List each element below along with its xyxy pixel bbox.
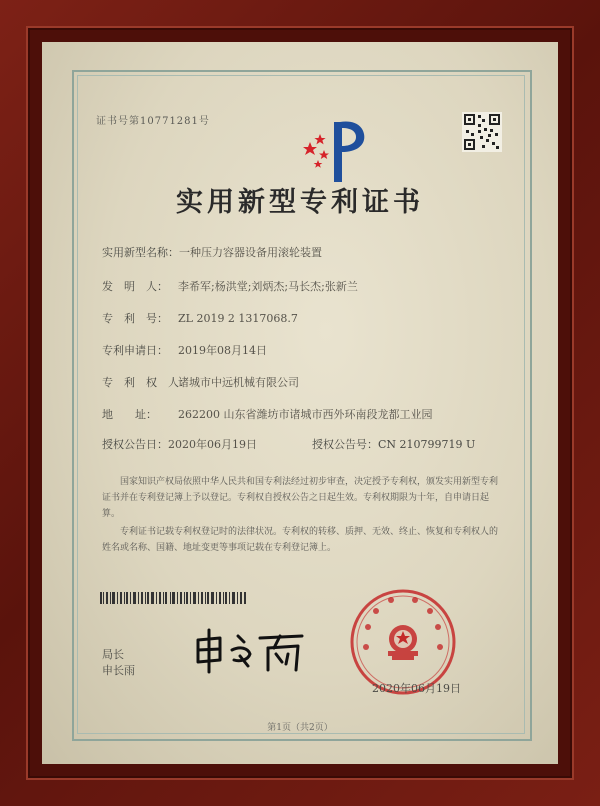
certificate-paper	[42, 42, 558, 764]
patent-holder-label: 专 利 权 人：	[102, 376, 190, 389]
address-row	[102, 406, 433, 422]
patent-number-label: 专 利 号：	[102, 312, 168, 325]
certificate-title: 实用新型专利证书	[176, 187, 424, 218]
grant-number-row	[312, 436, 475, 452]
address-value: 262200 山东省潍坊市诸城市西外环南段龙都工业园	[178, 408, 433, 421]
patent-number-row	[102, 310, 298, 326]
certificate-paragraph-2: 专利证书记载专利权登记时的法律状况。专利权的转移、质押、无效、终止、恢复和专利权人的姓名或名称、国籍、地址变更等事项记载在专利登记簿上。	[102, 527, 499, 553]
inventor-value: 李希军;杨洪堂;刘炳杰;马长杰;张新兰	[178, 280, 358, 293]
barcode-icon	[100, 592, 246, 604]
signature-icon	[190, 626, 310, 674]
certificate-number: 证书号第10771281号	[96, 116, 210, 127]
patent-holder-row	[102, 374, 299, 390]
certificate-paragraph-1: 国家知识产权局依照中华人民共和国专利法经过初步审查，决定授予专利权，颁发实用新型专利证书并在专利登记簿上予以登记。专利权自授权公告之日起生效。专利权期限为十年，自申请日起算。	[102, 477, 499, 519]
page-number: 第1页（共2页）	[267, 723, 333, 733]
utility-model-name-label: 实用新型名称：	[102, 246, 179, 259]
grant-date-value: 2020年06月19日	[168, 438, 257, 451]
inventor-label: 发 明 人：	[102, 280, 168, 293]
application-date-value: 2019年08月14日	[178, 344, 267, 357]
grant-number-value: CN 210799719 U	[378, 438, 476, 451]
inventor-row	[102, 278, 358, 294]
director-name: 申长雨	[102, 664, 135, 677]
patent-holder-value: 诸城市中远机械有限公司	[178, 376, 299, 389]
qr-code-icon	[462, 112, 502, 152]
grant-date-label: 授权公告日：	[102, 438, 168, 451]
utility-model-name-value: 一种压力容器设备用滚轮装置	[179, 246, 322, 259]
seal-date: 2020年06月19日	[372, 682, 461, 695]
application-date-label: 专利申请日：	[102, 344, 168, 357]
patent-number-value: ZL 2019 2 1317068.7	[178, 312, 298, 325]
address-label: 地 址：	[102, 408, 157, 421]
grant-date-row	[102, 436, 257, 452]
utility-model-name-row	[102, 244, 322, 260]
application-date-row	[102, 342, 267, 358]
grant-number-label: 授权公告号：	[312, 438, 378, 451]
director-title: 局长	[102, 648, 124, 661]
